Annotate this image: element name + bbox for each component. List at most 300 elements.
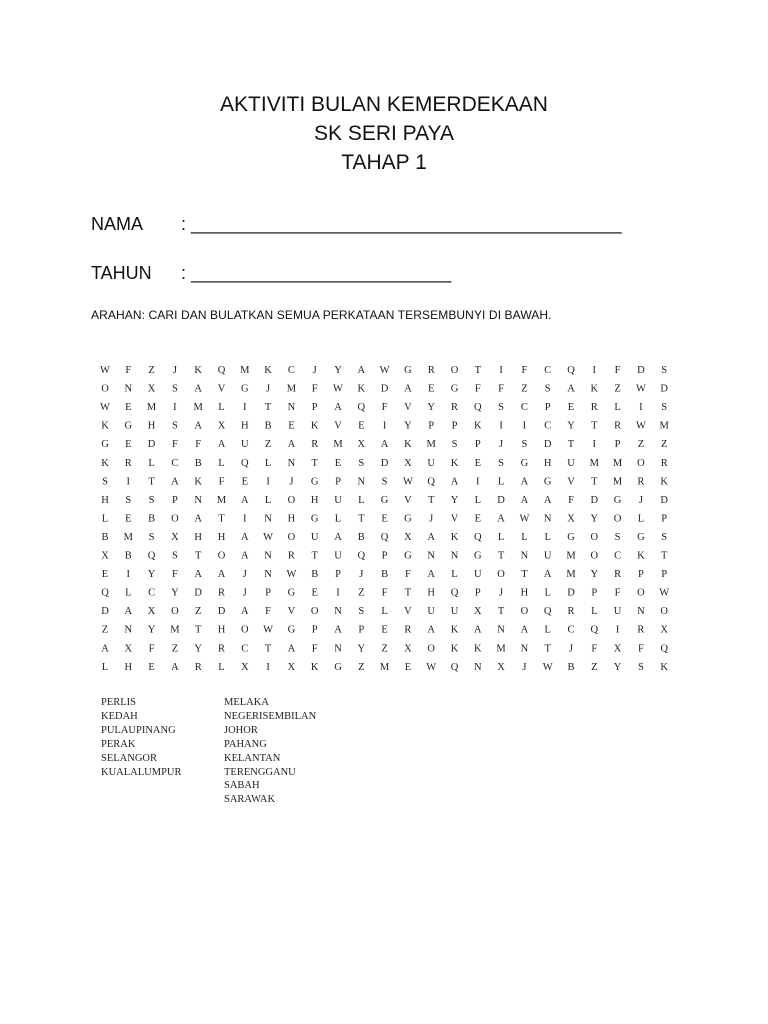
grid-letter[interactable]: G [567,532,575,543]
grid-letter[interactable]: Q [101,587,109,599]
grid-letter[interactable]: P [428,420,435,432]
grid-letter[interactable]: R [614,420,622,432]
grid-letter[interactable]: D [497,494,505,506]
grid-letter[interactable]: H [217,624,226,636]
grid-letter[interactable]: S [171,383,178,395]
grid-letter[interactable]: P [451,420,458,432]
grid-letter[interactable]: I [615,624,620,636]
grid-letter[interactable]: L [521,532,528,543]
grid-letter[interactable]: E [381,624,388,636]
grid-letter[interactable]: N [637,606,645,618]
grid-letter[interactable]: Y [194,643,202,655]
grid-letter[interactable]: Q [450,661,459,673]
grid-letter[interactable]: W [379,365,390,376]
grid-letter[interactable]: E [125,439,132,451]
grid-letter[interactable]: V [287,606,296,618]
grid-letter[interactable]: T [358,513,365,525]
grid-letter[interactable]: X [171,532,179,543]
grid-letter[interactable]: F [614,587,621,599]
grid-letter[interactable]: O [660,606,668,618]
grid-letter[interactable]: J [242,569,247,580]
grid-letter[interactable]: F [591,643,598,655]
grid-letter[interactable]: C [567,624,575,636]
grid-letter[interactable]: E [148,661,155,673]
grid-letter[interactable]: A [543,494,552,506]
grid-letter[interactable]: E [358,420,365,432]
grid-letter[interactable]: A [194,569,202,580]
grid-letter[interactable]: D [590,494,599,506]
grid-letter[interactable]: D [217,606,226,618]
grid-letter[interactable]: Y [567,420,575,432]
grid-letter[interactable]: N [520,643,529,655]
grid-letter[interactable]: R [404,624,412,636]
grid-letter[interactable]: G [637,532,645,543]
grid-letter[interactable]: O [427,643,435,655]
grid-letter[interactable]: F [474,383,481,395]
grid-letter[interactable]: H [520,587,529,599]
grid-letter[interactable]: I [499,365,503,376]
grid-letter[interactable]: J [568,643,574,655]
grid-letter[interactable]: S [661,402,668,414]
grid-letter[interactable]: I [592,439,597,451]
grid-letter[interactable]: V [404,606,412,618]
grid-letter[interactable]: P [661,569,668,580]
grid-letter[interactable]: Z [591,661,598,673]
grid-letter[interactable]: A [427,624,435,636]
grid-letter[interactable]: J [429,513,434,525]
grid-letter[interactable]: B [124,550,132,562]
grid-letter[interactable]: U [474,569,482,580]
grid-letter[interactable]: O [287,494,296,506]
grid-letter[interactable]: R [194,661,202,673]
grid-letter[interactable]: Y [357,643,366,655]
grid-letter[interactable]: S [148,494,155,506]
grid-letter[interactable]: L [148,457,155,469]
grid-letter[interactable]: B [381,569,389,580]
grid-letter[interactable]: A [380,439,389,451]
grid-letter[interactable]: A [217,439,226,451]
grid-letter[interactable]: Q [147,550,156,562]
grid-letter[interactable]: D [660,494,668,506]
grid-letter[interactable]: M [286,383,297,395]
grid-letter[interactable]: S [544,383,551,395]
grid-letter[interactable]: O [450,365,459,376]
grid-letter[interactable]: C [614,550,622,562]
grid-letter[interactable]: Y [590,513,599,525]
grid-letter[interactable]: G [543,476,552,488]
grid-letter[interactable]: Q [590,624,599,636]
grid-letter[interactable]: X [217,420,226,432]
grid-letter[interactable]: S [125,494,132,506]
grid-letter[interactable]: P [544,402,551,414]
grid-letter[interactable]: D [567,587,575,599]
grid-letter[interactable]: X [474,606,482,618]
grid-letter[interactable]: N [357,476,366,488]
grid-letter[interactable]: L [218,402,225,414]
grid-letter[interactable]: G [520,457,529,469]
grid-letter[interactable]: C [148,587,156,599]
grid-letter[interactable]: Y [590,569,599,580]
grid-letter[interactable]: N [543,513,552,525]
grid-letter[interactable]: G [450,383,459,395]
grid-letter[interactable]: Q [427,476,435,488]
grid-letter[interactable]: V [567,476,575,488]
grid-letter[interactable]: O [287,532,296,543]
grid-letter[interactable]: G [287,624,296,636]
grid-letter[interactable]: T [311,457,318,469]
grid-letter[interactable]: Q [474,402,482,414]
grid-letter[interactable]: F [568,494,574,506]
grid-letter[interactable]: A [334,532,342,543]
grid-letter[interactable]: R [427,365,435,376]
grid-letter[interactable]: P [335,476,341,488]
grid-letter[interactable]: N [264,513,272,525]
grid-letter[interactable]: S [637,661,644,673]
grid-letter[interactable]: K [474,420,482,432]
grid-letter[interactable]: F [404,569,411,580]
grid-letter[interactable]: I [266,476,270,488]
grid-letter[interactable]: M [496,643,506,655]
grid-letter[interactable]: X [404,457,412,469]
grid-letter[interactable]: R [660,457,668,469]
grid-letter[interactable]: P [381,550,388,562]
grid-letter[interactable]: A [171,661,179,673]
grid-letter[interactable]: Y [404,420,412,432]
grid-letter[interactable]: A [497,513,505,525]
grid-letter[interactable]: K [590,383,599,395]
grid-letter[interactable]: S [171,420,178,432]
grid-letter[interactable]: P [637,569,644,580]
grid-letter[interactable]: U [334,550,342,562]
grid-letter[interactable]: N [334,643,342,655]
grid-letter[interactable]: T [427,494,435,506]
grid-letter[interactable]: O [497,569,505,580]
grid-letter[interactable]: M [333,439,343,451]
grid-letter[interactable]: A [357,365,366,376]
grid-letter[interactable]: R [287,550,295,562]
grid-letter[interactable]: N [287,457,296,469]
grid-letter[interactable]: L [544,587,551,599]
grid-letter[interactable]: I [126,569,131,580]
grid-letter[interactable]: Y [147,569,156,580]
grid-letter[interactable]: E [474,513,482,525]
grid-letter[interactable]: O [520,606,529,618]
grid-letter[interactable]: Y [147,624,156,636]
grid-letter[interactable]: A [520,476,529,488]
grid-letter[interactable]: M [612,457,623,469]
grid-letter[interactable]: B [194,457,202,469]
grid-letter[interactable]: L [474,494,482,506]
grid-letter[interactable]: W [635,383,646,395]
grid-letter[interactable]: Q [357,550,366,562]
nama-field[interactable]: : ___________________________________________ [181,214,622,234]
grid-letter[interactable]: F [195,439,202,451]
grid-letter[interactable]: R [124,457,132,469]
grid-letter[interactable]: N [194,494,202,506]
grid-letter[interactable]: R [567,606,575,618]
grid-letter[interactable]: A [404,383,412,395]
grid-letter[interactable]: F [637,643,644,655]
grid-letter[interactable]: G [474,550,482,562]
grid-letter[interactable]: W [402,476,413,488]
grid-letter[interactable]: S [148,532,155,543]
grid-letter[interactable]: G [613,494,622,506]
grid-letter[interactable]: M [379,661,390,673]
grid-letter[interactable]: B [357,532,365,543]
grid-letter[interactable]: Q [241,457,249,469]
grid-letter[interactable]: A [427,532,435,543]
grid-letter[interactable]: W [426,661,437,673]
grid-letter[interactable]: A [124,606,133,618]
grid-letter[interactable]: Q [217,365,226,376]
grid-letter[interactable]: W [286,569,297,580]
grid-letter[interactable]: B [148,513,156,525]
grid-letter[interactable]: R [450,402,459,414]
grid-letter[interactable]: S [521,439,528,451]
grid-letter[interactable]: D [660,383,668,395]
grid-letter[interactable]: K [264,365,272,376]
grid-letter[interactable]: O [590,532,599,543]
grid-letter[interactable]: P [614,439,621,451]
grid-letter[interactable]: A [427,569,435,580]
grid-letter[interactable]: A [567,383,575,395]
grid-letter[interactable]: I [639,402,643,414]
grid-letter[interactable]: F [148,643,155,655]
grid-letter[interactable]: H [124,661,133,673]
grid-letter[interactable]: L [544,624,551,636]
grid-letter[interactable]: E [125,402,132,414]
grid-letter[interactable]: D [543,439,552,451]
grid-letter[interactable]: U [567,457,575,469]
grid-letter[interactable]: K [474,643,482,655]
grid-letter[interactable]: M [216,494,227,506]
grid-letter[interactable]: T [591,420,598,432]
grid-letter[interactable]: V [217,383,226,395]
grid-letter[interactable]: A [520,494,529,506]
grid-letter[interactable]: L [381,606,388,618]
grid-letter[interactable]: Q [474,532,482,543]
grid-letter[interactable]: F [498,383,505,395]
grid-letter[interactable]: M [146,402,157,414]
grid-letter[interactable]: A [101,643,109,655]
grid-letter[interactable]: A [241,532,249,543]
grid-letter[interactable]: Z [148,365,155,376]
grid-letter[interactable]: B [264,420,272,432]
grid-letter[interactable]: O [217,550,226,562]
grid-letter[interactable]: L [591,606,598,618]
grid-letter[interactable]: Y [171,587,179,599]
grid-letter[interactable]: Y [334,365,342,376]
grid-letter[interactable]: O [613,513,622,525]
grid-letter[interactable]: O [310,606,319,618]
grid-letter[interactable]: P [311,624,318,636]
grid-letter[interactable]: J [638,494,643,506]
grid-letter[interactable]: T [218,513,225,525]
grid-letter[interactable]: H [310,494,319,506]
grid-letter[interactable]: E [311,587,318,599]
grid-letter[interactable]: J [359,569,364,580]
grid-letter[interactable]: A [241,494,249,506]
grid-letter[interactable]: A [543,569,552,580]
grid-letter[interactable]: X [357,439,366,451]
grid-letter[interactable]: X [101,550,109,562]
grid-letter[interactable]: O [101,383,109,395]
grid-letter[interactable]: L [218,661,225,673]
grid-letter[interactable]: E [567,402,575,414]
grid-letter[interactable]: H [287,513,296,525]
grid-letter[interactable]: R [217,587,226,599]
grid-letter[interactable]: L [125,587,132,599]
grid-letter[interactable]: A [520,624,529,636]
grid-letter[interactable]: H [217,532,226,543]
grid-letter[interactable]: Y [427,402,435,414]
grid-letter[interactable]: L [497,476,505,488]
grid-letter[interactable]: A [217,569,226,580]
grid-letter[interactable]: V [334,420,342,432]
grid-letter[interactable]: I [592,365,597,376]
grid-letter[interactable]: L [544,532,551,543]
grid-letter[interactable]: M [612,476,623,488]
grid-letter[interactable]: P [358,624,365,636]
grid-letter[interactable]: X [613,643,622,655]
grid-letter[interactable]: W [519,513,530,525]
grid-letter[interactable]: W [659,587,670,599]
grid-letter[interactable]: M [566,569,576,580]
grid-letter[interactable]: N [264,569,272,580]
grid-letter[interactable]: G [310,476,319,488]
grid-letter[interactable]: J [172,365,177,376]
grid-letter[interactable]: E [288,420,295,432]
grid-letter[interactable]: D [380,457,389,469]
grid-letter[interactable]: S [498,402,505,414]
grid-letter[interactable]: E [474,457,482,469]
grid-letter[interactable]: S [102,476,108,488]
grid-letter[interactable]: B [311,569,319,580]
grid-letter[interactable]: Z [614,383,621,395]
grid-letter[interactable]: Q [660,643,668,655]
grid-letter[interactable]: E [125,513,132,525]
grid-letter[interactable]: A [194,513,202,525]
grid-letter[interactable]: T [264,643,272,655]
grid-letter[interactable]: P [311,402,318,414]
grid-letter[interactable]: J [242,587,247,599]
grid-letter[interactable]: F [521,365,528,376]
grid-letter[interactable]: F [171,569,178,580]
grid-letter[interactable]: Z [101,624,109,636]
grid-letter[interactable]: R [311,439,319,451]
grid-letter[interactable]: K [660,476,668,488]
grid-letter[interactable]: J [312,365,317,376]
grid-letter[interactable]: T [194,624,202,636]
grid-letter[interactable]: Y [613,661,622,673]
grid-letter[interactable]: N [497,624,505,636]
grid-letter[interactable]: S [358,606,365,618]
grid-letter[interactable]: N [450,550,459,562]
grid-letter[interactable]: D [101,606,109,618]
grid-letter[interactable]: N [124,624,133,636]
grid-letter[interactable]: B [101,532,109,543]
grid-letter[interactable]: Z [660,439,668,451]
grid-letter[interactable]: M [659,420,669,432]
grid-letter[interactable]: T [311,550,318,562]
grid-letter[interactable]: Q [450,587,459,599]
grid-letter[interactable]: L [101,661,109,673]
grid-letter[interactable]: J [499,587,504,599]
grid-letter[interactable]: D [637,365,645,376]
grid-letter[interactable]: L [218,457,225,469]
grid-letter[interactable]: T [544,643,551,655]
grid-letter[interactable]: A [287,439,296,451]
grid-letter[interactable]: X [241,661,249,673]
grid-letter[interactable]: X [404,643,412,655]
grid-letter[interactable]: G [404,365,412,376]
grid-letter[interactable]: W [263,532,274,543]
grid-letter[interactable]: O [590,550,599,562]
grid-letter[interactable]: M [566,550,576,562]
grid-letter[interactable]: F [218,476,225,488]
grid-letter[interactable]: H [543,457,552,469]
grid-letter[interactable]: S [661,532,668,543]
grid-letter[interactable]: O [171,606,179,618]
grid-letter[interactable]: F [614,365,621,376]
grid-letter[interactable]: Z [637,439,645,451]
grid-letter[interactable]: D [194,587,202,599]
grid-letter[interactable]: T [591,476,598,488]
grid-letter[interactable]: G [310,513,319,525]
grid-letter[interactable]: N [520,550,529,562]
grid-letter[interactable]: W [263,624,274,636]
grid-letter[interactable]: G [404,550,412,562]
grid-letter[interactable]: A [171,476,179,488]
grid-letter[interactable]: S [614,532,621,543]
grid-letter[interactable]: V [404,494,412,506]
grid-letter[interactable]: W [635,420,646,432]
grid-letter[interactable]: N [287,402,296,414]
grid-letter[interactable]: A [450,476,459,488]
grid-letter[interactable]: L [637,513,645,525]
grid-letter[interactable]: A [241,550,249,562]
grid-letter[interactable]: D [147,439,156,451]
grid-letter[interactable]: X [147,606,156,618]
grid-letter[interactable]: N [334,606,342,618]
grid-letter[interactable]: K [310,420,319,432]
grid-letter[interactable]: C [171,457,179,469]
grid-letter[interactable]: E [427,383,435,395]
grid-letter[interactable]: A [474,624,482,636]
grid-letter[interactable]: F [171,439,178,451]
grid-letter[interactable]: T [264,402,272,414]
grid-letter[interactable]: N [427,550,435,562]
grid-letter[interactable]: F [381,402,388,414]
tahun-field[interactable]: : __________________________ [181,263,452,283]
grid-letter[interactable]: H [194,532,202,543]
grid-letter[interactable]: N [264,550,272,562]
grid-letter[interactable]: T [194,550,202,562]
grid-letter[interactable]: B [567,661,575,673]
grid-letter[interactable]: I [476,476,480,488]
grid-letter[interactable]: F [381,587,388,599]
grid-letter[interactable]: W [100,365,110,376]
grid-letter[interactable]: I [173,402,177,414]
grid-letter[interactable]: I [243,513,247,525]
grid-letter[interactable]: T [497,550,505,562]
grid-letter[interactable]: K [194,365,202,376]
grid-letter[interactable]: R [217,643,226,655]
grid-letter[interactable]: U [334,494,342,506]
grid-letter[interactable]: O [241,624,249,636]
grid-letter[interactable]: K [101,457,109,469]
grid-letter[interactable]: G [404,513,412,525]
